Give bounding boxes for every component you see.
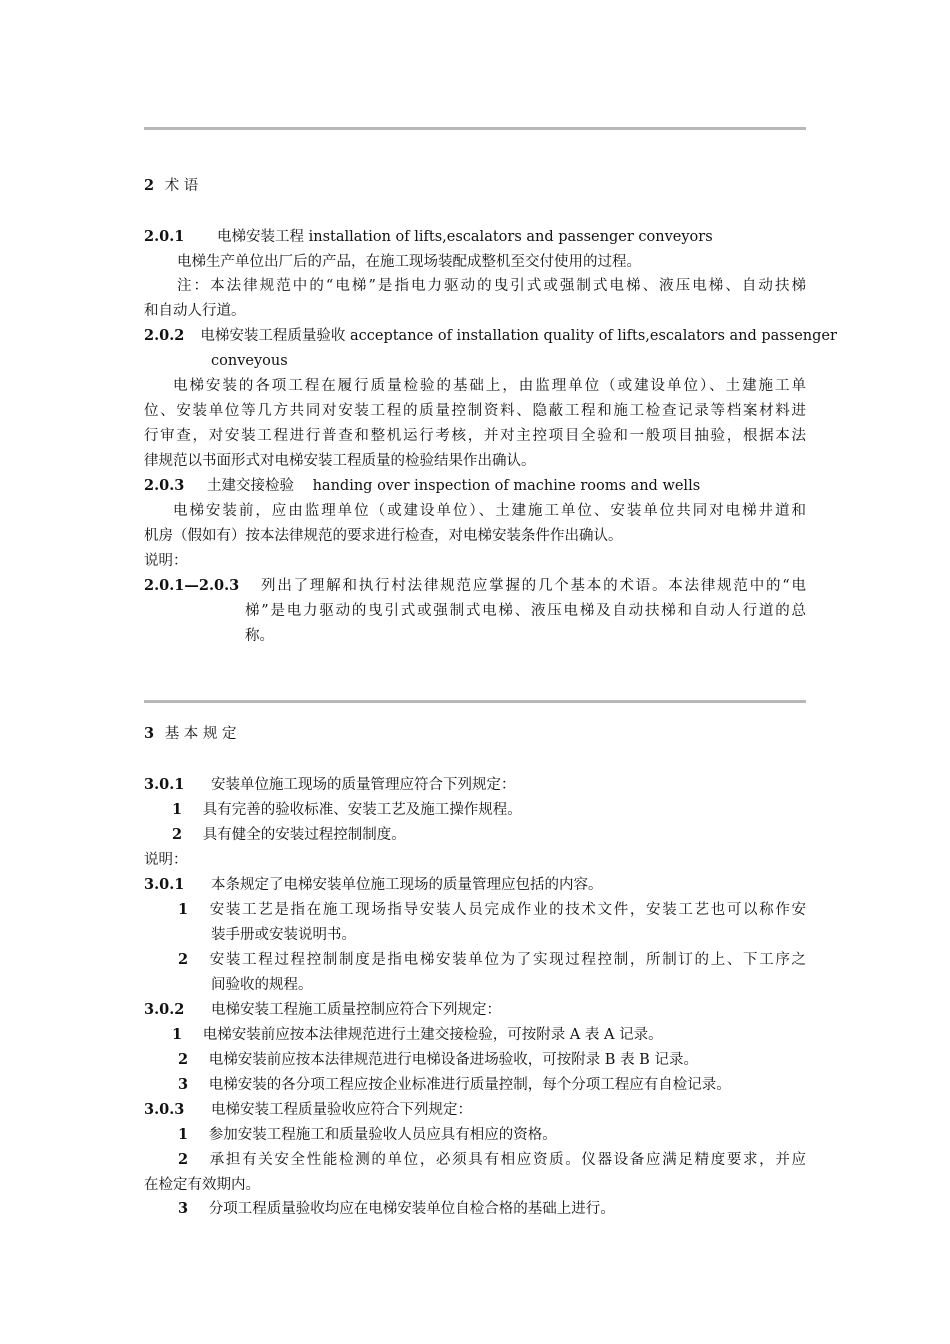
item-text: 电梯安装前应按本法律规范进行土建交接检验，可按附录 A 表 A 记录。: [202, 1027, 663, 1043]
section-2-heading: [144, 177, 806, 195]
item-text: 具有完善的验收标准、安装工艺及施工操作规程。: [202, 802, 522, 818]
clause-title: 土建交接检验: [206, 478, 294, 494]
clause-number: 3.0.1: [144, 876, 185, 893]
item-text: 电梯安装前应按本法律规范进行电梯设备进场验收，可按附录 B 表 B 记录。: [208, 1052, 698, 1068]
paragraph-line: 梯”是电力驱动的曳引式或强制式电梯、液压电梯及自动扶梯和自动人行道的总: [245, 603, 806, 619]
clause-number: 3.0.1: [144, 776, 185, 793]
paragraph-line: 注：本法律规范中的“电梯”是指电力驱动的曳引式或强制式电梯、液压电梯、自动扶梯: [177, 278, 806, 294]
paragraph-line: 列出了理解和执行村法律规范应掌握的几个基本的术语。本法律规范中的“电: [259, 578, 806, 594]
clause-3-0-2-item-1: [172, 1026, 834, 1044]
paragraph-line: 说明：: [144, 553, 188, 569]
paragraph-line: 电梯安装前，应由监理单位（或建设单位）、土建施工单位、安装单位共同对电梯井道和: [173, 503, 806, 519]
paragraph-line: conveyous: [211, 353, 288, 369]
item-text: 在检定有效期内。: [144, 1177, 260, 1193]
item-number: 1: [178, 1126, 189, 1143]
item-text: 安装工程过程控制制度是指电梯安装单位为了实现过程控制，所制订的上、下工序之: [208, 952, 806, 968]
item-text: 分项工程质量验收均应在电梯安装单位自检合格的基础上进行。: [208, 1201, 615, 1217]
section-3-heading: [144, 725, 806, 743]
item-number: 2: [178, 1051, 189, 1068]
item-number: 1: [178, 901, 189, 918]
clause-3-0-1-title: [144, 776, 806, 794]
explanation-3-0-1: [144, 876, 806, 894]
clause-title: 电梯安装工程质量验收应符合下列规定：: [210, 1102, 472, 1118]
clause-2-0-1-note-l1: [177, 277, 806, 295]
clause-number: 2.0.2: [144, 327, 185, 344]
item-text: 安装工艺是指在施工现场指导安装人员完成作业的技术文件，安装工艺也可以称作安: [208, 902, 806, 918]
paragraph-line: 电梯安装的各项工程在履行质量检验的基础上，由监理单位（或建设单位）、土建施工单: [173, 378, 806, 394]
clause-3-0-3-item-2-l1: [178, 1151, 806, 1169]
clause-3-0-3-item-2-l2: [144, 1176, 806, 1194]
item-number: 2: [178, 951, 189, 968]
section-title: 基 本 规 定: [164, 726, 237, 742]
clause-number: 3.0.3: [144, 1101, 185, 1118]
clause-3-0-2-item-2: [178, 1051, 840, 1069]
item-number: 3: [178, 1200, 189, 1217]
item-number: 2: [178, 1151, 189, 1168]
clause-3-0-1-item-1: [172, 801, 834, 819]
item-number: 2: [172, 826, 183, 843]
clause-title: 安装单位施工现场的质量管理应符合下列规定：: [210, 777, 516, 793]
clause-2-0-3-text-l2: [144, 527, 806, 545]
clause-2-0-1-note-l2: [144, 302, 806, 320]
clause-3-0-3-item-3: [178, 1200, 840, 1218]
explanation-3-0-1-item-1-l1: [178, 901, 806, 919]
clause-3-0-3-title: [144, 1101, 806, 1119]
item-text: 具有健全的安装过程控制制度。: [202, 827, 406, 843]
paragraph-line: 说明：: [144, 852, 188, 868]
paragraph-line: 机房（假如有）按本法律规范的要求进行检查，对电梯安装条件作出确认。: [144, 528, 623, 544]
paragraph-line: 行审查，对安装工程进行普查和整机运行考核，并对主控项目全验和一般项目抽验，根据本法: [144, 428, 806, 444]
clause-3-0-2-title: [144, 1001, 806, 1019]
explanation-label: [144, 851, 806, 869]
clause-2-0-2-title-l1: [144, 327, 837, 345]
item-text: 间验收的规程。: [211, 977, 313, 993]
explanation-2-0-1-l1: [144, 577, 806, 595]
explanation-3-0-1-item-1-l2: [211, 926, 806, 944]
paragraph-line: 称。: [245, 628, 274, 644]
paragraph-line: 本条规定了电梯安装单位施工现场的质量管理应包括的内容。: [210, 877, 603, 893]
clause-number: 2.0.3: [144, 477, 185, 494]
clause-title: 电梯安装工程 installation of lifts,escalators and passenger conveyors: [216, 229, 713, 245]
item-number: 1: [172, 801, 183, 818]
clause-title: 电梯安装工程施工质量控制应符合下列规定：: [210, 1002, 501, 1018]
clause-2-0-2-text-l3: [144, 427, 806, 445]
paragraph-line: 和自动人行道。: [144, 303, 246, 319]
paragraph-line: 电梯生产单位出厂后的产品，在施工现场装配成整机至交付使用的过程。: [177, 254, 641, 270]
item-text: 电梯安装的各分项工程应按企业标准进行质量控制，每个分项工程应有自检记录。: [208, 1077, 731, 1093]
clause-3-0-2-item-3: [178, 1076, 840, 1094]
item-text: 装手册或安装说明书。: [211, 927, 356, 943]
clause-3-0-1-item-2: [172, 826, 834, 844]
clause-2-0-2-text-l1: [173, 377, 806, 395]
clause-3-0-3-item-1: [178, 1126, 840, 1144]
item-number: 1: [172, 1026, 183, 1043]
clause-number: 2.0.1—2.0.3: [144, 577, 240, 594]
paragraph-line: 律规范以书面形式对电梯安装工程质量的检验结果作出确认。: [144, 453, 536, 469]
clause-2-0-2-text-l2: [144, 402, 806, 420]
item-text: 承担有关安全性能检测的单位，必须具有相应资质。仪器设备应满足精度要求，并应: [208, 1152, 806, 1168]
section-number: 3: [144, 725, 155, 742]
clause-number: 3.0.2: [144, 1001, 185, 1018]
explanation-label: [144, 552, 806, 570]
section-divider: [144, 700, 806, 703]
explanation-2-0-1-l3: [245, 627, 806, 645]
clause-2-0-2-text-l4: [144, 452, 806, 470]
section-title: 术 语: [164, 178, 199, 194]
top-divider: [144, 127, 806, 130]
clause-2-0-2-title-l2: [211, 352, 806, 370]
clause-title-en: handing over inspection of machine rooms and wells: [312, 478, 701, 494]
item-text: 参加安装工程施工和质量验收人员应具有相应的资格。: [208, 1127, 557, 1143]
paragraph-line: 位、安装单位等几方共同对安装工程的质量控制资料、隐蔽工程和施工检查记录等档案材料进: [144, 403, 806, 419]
explanation-3-0-1-item-2-l2: [211, 976, 806, 994]
explanation-2-0-1-l2: [245, 602, 806, 620]
clause-number: 2.0.1: [144, 228, 185, 245]
explanation-3-0-1-item-2-l1: [178, 951, 806, 969]
section-number: 2: [144, 177, 155, 194]
item-number: 3: [178, 1076, 189, 1093]
clause-2-0-3-title: [144, 477, 806, 495]
clause-title: 电梯安装工程质量验收 acceptance of installation quality of lifts,escalators and passenger: [200, 328, 837, 344]
clause-2-0-1-title: [144, 228, 806, 246]
clause-2-0-1-text: [177, 253, 806, 271]
clause-2-0-3-text-l1: [173, 502, 806, 520]
